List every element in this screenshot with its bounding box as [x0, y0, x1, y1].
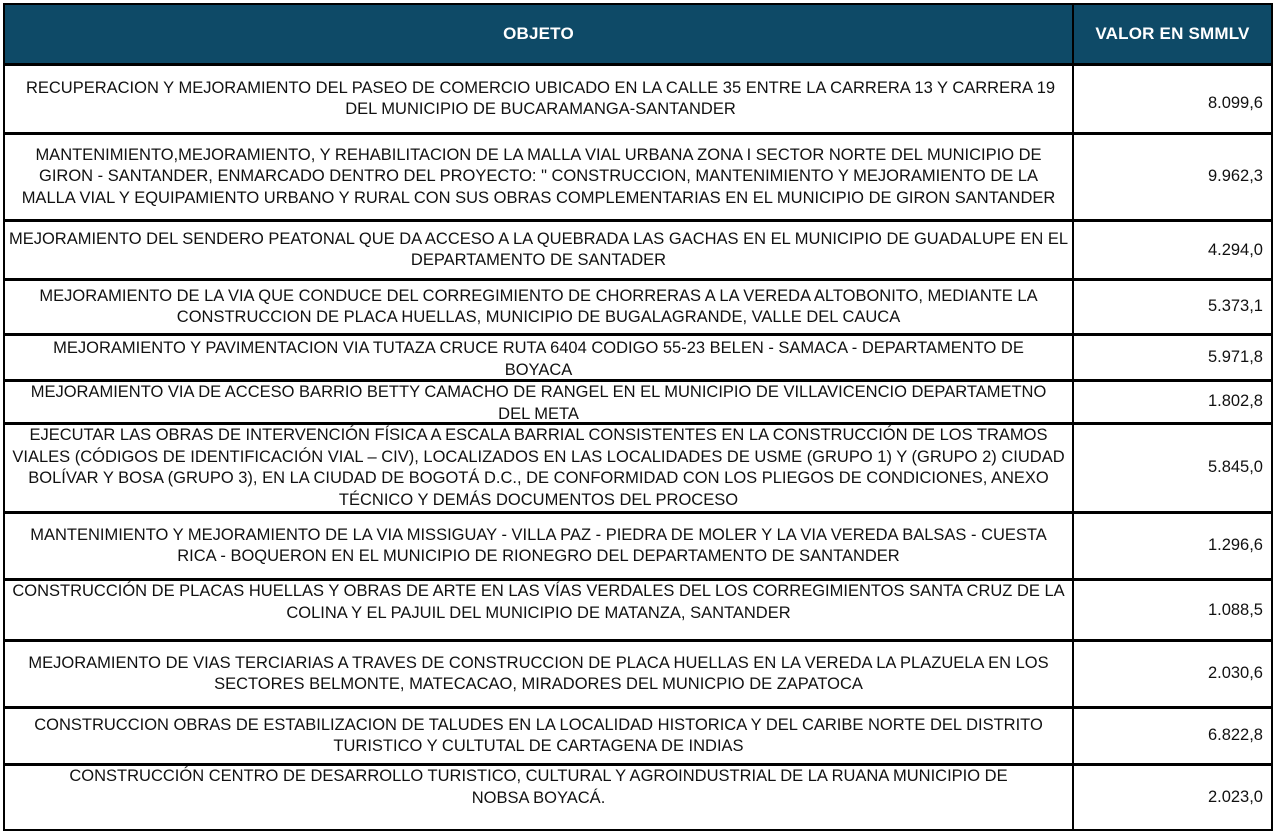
header-valor: VALOR EN SMMLV	[1074, 5, 1271, 66]
row-11-objeto: CONSTRUCCION OBRAS DE ESTABILIZACION DE TALUDES EN LA LOCALIDAD HISTORICA Y DEL CARIBE NORTE DEL DISTRITO TURISTICO Y CULTUTAL DE CARTAGENA DE INDIAS	[5, 709, 1074, 766]
row-7-valor: 5.845,0	[1074, 425, 1271, 514]
row-5-objeto: MEJORAMIENTO Y PAVIMENTACION VIA TUTAZA CRUCE RUTA 6404 CODIGO 55-23 BELEN - SAMACA - DEPARTAMENTO DE BOYACA	[5, 336, 1074, 382]
row-12-objeto: CONSTRUCCIÓN CENTRO DE DESARROLLO TURISTICO, CULTURAL Y AGROINDUSTRIAL DE LA RUANA MUNICIPIO DE NOBSA BOYACÁ.	[5, 766, 1074, 829]
table-grid	[5, 5, 1271, 829]
row-8-objeto: MANTENIMIENTO Y MEJORAMIENTO DE LA VIA MISSIGUAY - VILLA PAZ - PIEDRA DE MOLER Y LA VIA VEREDA BALSAS - CUESTA RICA - BOQUERON EN EL MUNICIPIO DE RIONEGRO DEL DEPARTAMENTO DE SANTANDER	[5, 514, 1074, 581]
row-4-valor: 5.373,1	[1074, 281, 1271, 336]
row-2-objeto: MANTENIMIENTO,MEJORAMIENTO, Y REHABILITACION DE LA MALLA VIAL URBANA ZONA I SECTOR NORTE DEL MUNICIPIO DE GIRON - SANTANDER, ENMARCADO DENTRO DEL PROYECTO: " CONSTRUCCION, MANTENIMIENTO Y MEJORAMIENTO DE LA MALLA VIAL Y EQUIPAMIENTO URBANO Y RURAL CON SUS OBRAS COMPLEMENTARIAS EN EL MUNICIPIO DE GIRON SANTANDER	[5, 135, 1074, 222]
row-1-objeto: RECUPERACION Y MEJORAMIENTO DEL PASEO DE COMERCIO UBICADO EN LA CALLE 35 ENTRE LA CARRERA 13 Y CARRERA 19 DEL MUNICIPIO DE BUCARAMANGA-SANTANDER	[5, 66, 1074, 135]
row-10-valor: 2.030,6	[1074, 642, 1271, 709]
contracts-table	[3, 3, 1273, 831]
row-9-valor: 1.088,5	[1074, 581, 1271, 642]
row-12-valor: 2.023,0	[1207, 787, 1263, 806]
row-6-objeto: MEJORAMIENTO VIA DE ACCESO BARRIO BETTY CAMACHO DE RANGEL EN EL MUNICIPIO DE VILLAVICENCIO DEPARTAMETNO DEL META	[5, 382, 1074, 425]
row-5-valor: 5.971,8	[1074, 336, 1271, 382]
row-1-valor: 8.099,6	[1074, 66, 1271, 135]
row-10-objeto: MEJORAMIENTO DE VIAS TERCIARIAS A TRAVES DE CONSTRUCCION DE PLACA HUELLAS EN LA VEREDA LA PLAZUELA EN LOS SECTORES BELMONTE, MATECACAO, MIRADORES DEL MUNICPIO DE ZAPATOCA	[5, 642, 1074, 709]
row-3-objeto: MEJORAMIENTO DEL SENDERO PEATONAL QUE DA ACCESO A LA QUEBRADA LAS GACHAS EN EL MUNICIPIO DE GUADALUPE EN EL DEPARTAMENTO DE SANTADER	[5, 222, 1074, 281]
row-7-objeto: EJECUTAR LAS OBRAS DE INTERVENCIÓN FÍSICA A ESCALA BARRIAL CONSISTENTES EN LA CONSTRUCCIÓN DE LOS TRAMOS VIALES (CÓDIGOS DE IDENTIFICACIÓN VIAL – CIV), LOCALIZADOS EN LAS LOCALIDADES DE USME (GRUPO 1) Y (GRUPO 2) CIUDAD BOLÍVAR Y BOSA (GRUPO 3), EN LA CIUDAD DE BOGOTÁ D.C., DE CONFORMIDAD CON LOS PLIEGOS DE CONDICIONES, ANEXO TÉCNICO Y DEMÁS DOCUMENTOS DEL PROCESO	[5, 425, 1074, 514]
row-9-objeto: CONSTRUCCIÓN DE PLACAS HUELLAS Y OBRAS DE ARTE EN LAS VÍAS VERDALES DEL LOS CORREGIMIENTOS SANTA CRUZ DE LA COLINA Y EL PAJUIL DEL MUNICIPIO DE MATANZA, SANTANDER	[5, 581, 1074, 642]
row-3-valor: 4.294,0	[1074, 222, 1271, 281]
header-objeto: OBJETO	[5, 5, 1074, 66]
row-6-valor: 1.802,8	[1074, 382, 1271, 425]
row-2-valor: 9.962,3	[1074, 135, 1271, 222]
row-4-objeto: MEJORAMIENTO DE LA VIA QUE CONDUCE DEL CORREGIMIENTO DE CHORRERAS A LA VEREDA ALTOBONITO, MEDIANTE LA CONSTRUCCION DE PLACA HUELLAS, MUNICIPIO DE BUGALAGRANDE, VALLE DEL CAUCA	[5, 281, 1074, 336]
row-11-valor: 6.822,8	[1074, 709, 1271, 766]
row-8-valor: 1.296,6	[1074, 514, 1271, 581]
